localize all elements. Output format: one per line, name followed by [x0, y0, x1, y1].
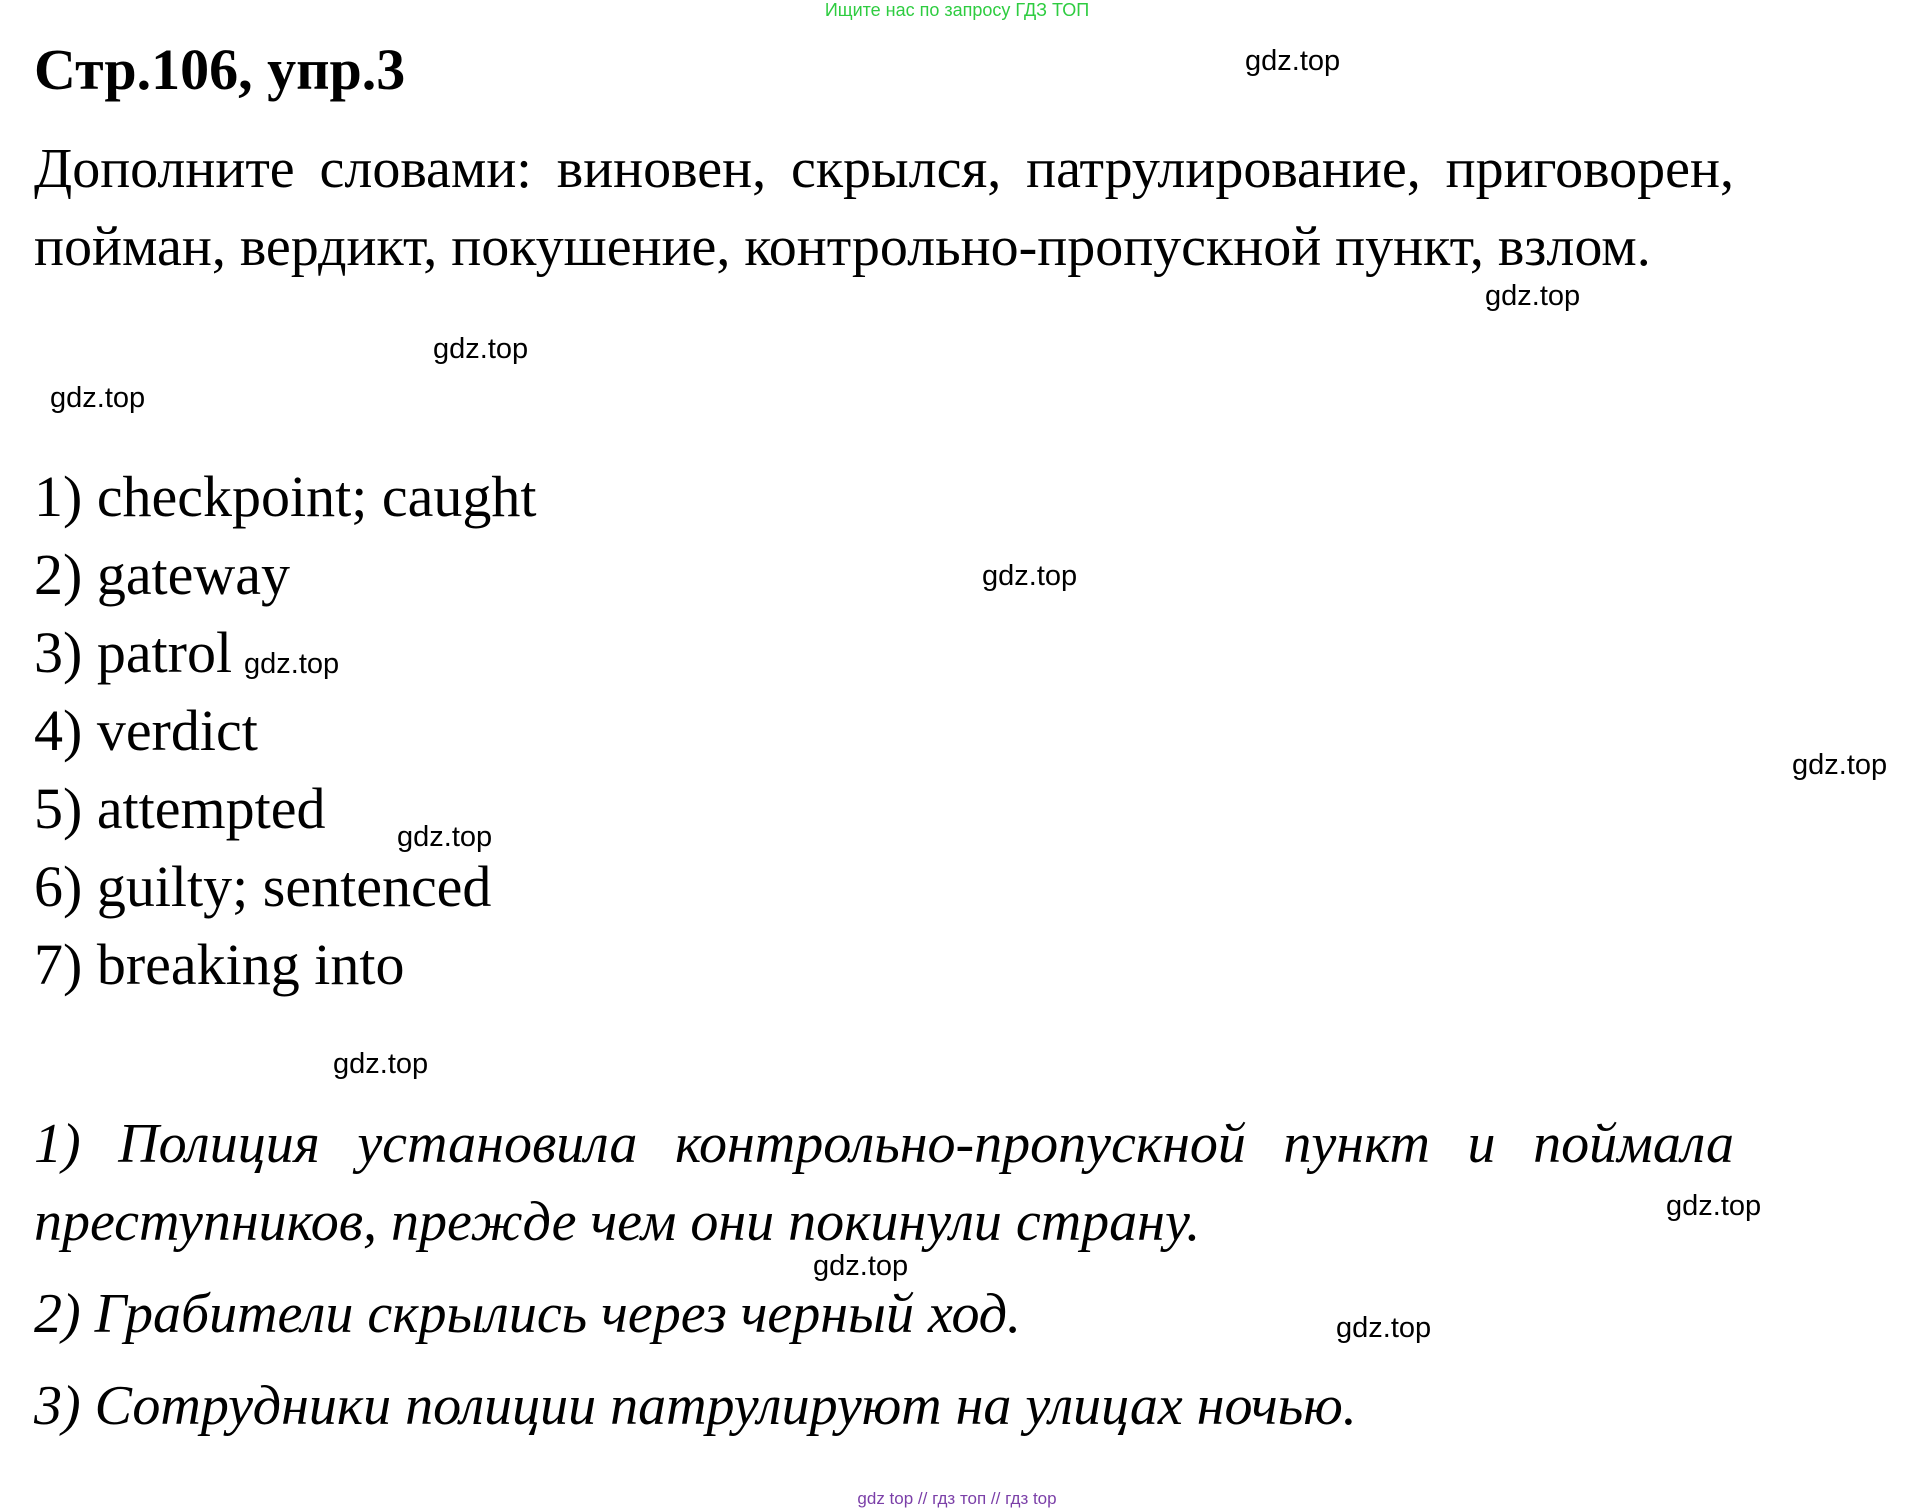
answers-list — [34, 458, 537, 1004]
header-note: Ищите нас по запросу ГДЗ ТОП — [824, 0, 1090, 20]
answer-item: 6) guilty; sentenced — [34, 854, 492, 919]
answer-item: 3) patrol — [34, 620, 233, 685]
answer-item: 1) checkpoint; caught — [34, 464, 537, 529]
watermark: gdz.top — [333, 1048, 429, 1080]
answer-item: 5) attempted — [34, 776, 326, 841]
watermark: gdz.top — [1245, 45, 1341, 77]
watermark: gdz.top — [244, 648, 340, 680]
translation-item: 1) Полиция установила контрольно-пропускной пункт и поймала преступников, прежде чем они покинули страну. — [34, 1113, 1734, 1253]
page-title: Стр.106, упр.3 — [34, 37, 406, 102]
watermark: gdz.top — [1485, 280, 1581, 312]
answer-item: 7) breaking into — [34, 932, 405, 997]
watermark: gdz.top — [1336, 1312, 1432, 1344]
footer-note: gdz top // гдз топ // гдз top — [857, 1489, 1057, 1508]
translation-item: 3) Сотрудники полиции патрулируют на улицах ночью. — [34, 1375, 1357, 1437]
answer-item: 4) verdict — [34, 698, 258, 763]
task-text: Дополните словами: виновен, скрылся, патрулирование, приговорен, пойман, вердикт, покушение, контрольно-пропускной пункт, взлом. — [34, 138, 1734, 278]
translation-item: 2) Грабители скрылись через черный ход. — [34, 1283, 1022, 1345]
watermark: gdz.top — [982, 560, 1078, 592]
watermark: gdz.top — [1792, 749, 1888, 781]
watermark: gdz.top — [397, 821, 493, 853]
answer-item: 2) gateway — [34, 542, 291, 607]
watermark: gdz.top — [50, 382, 146, 414]
watermark: gdz.top — [813, 1250, 909, 1282]
watermark: gdz.top — [1666, 1190, 1762, 1222]
watermark: gdz.top — [433, 333, 529, 365]
